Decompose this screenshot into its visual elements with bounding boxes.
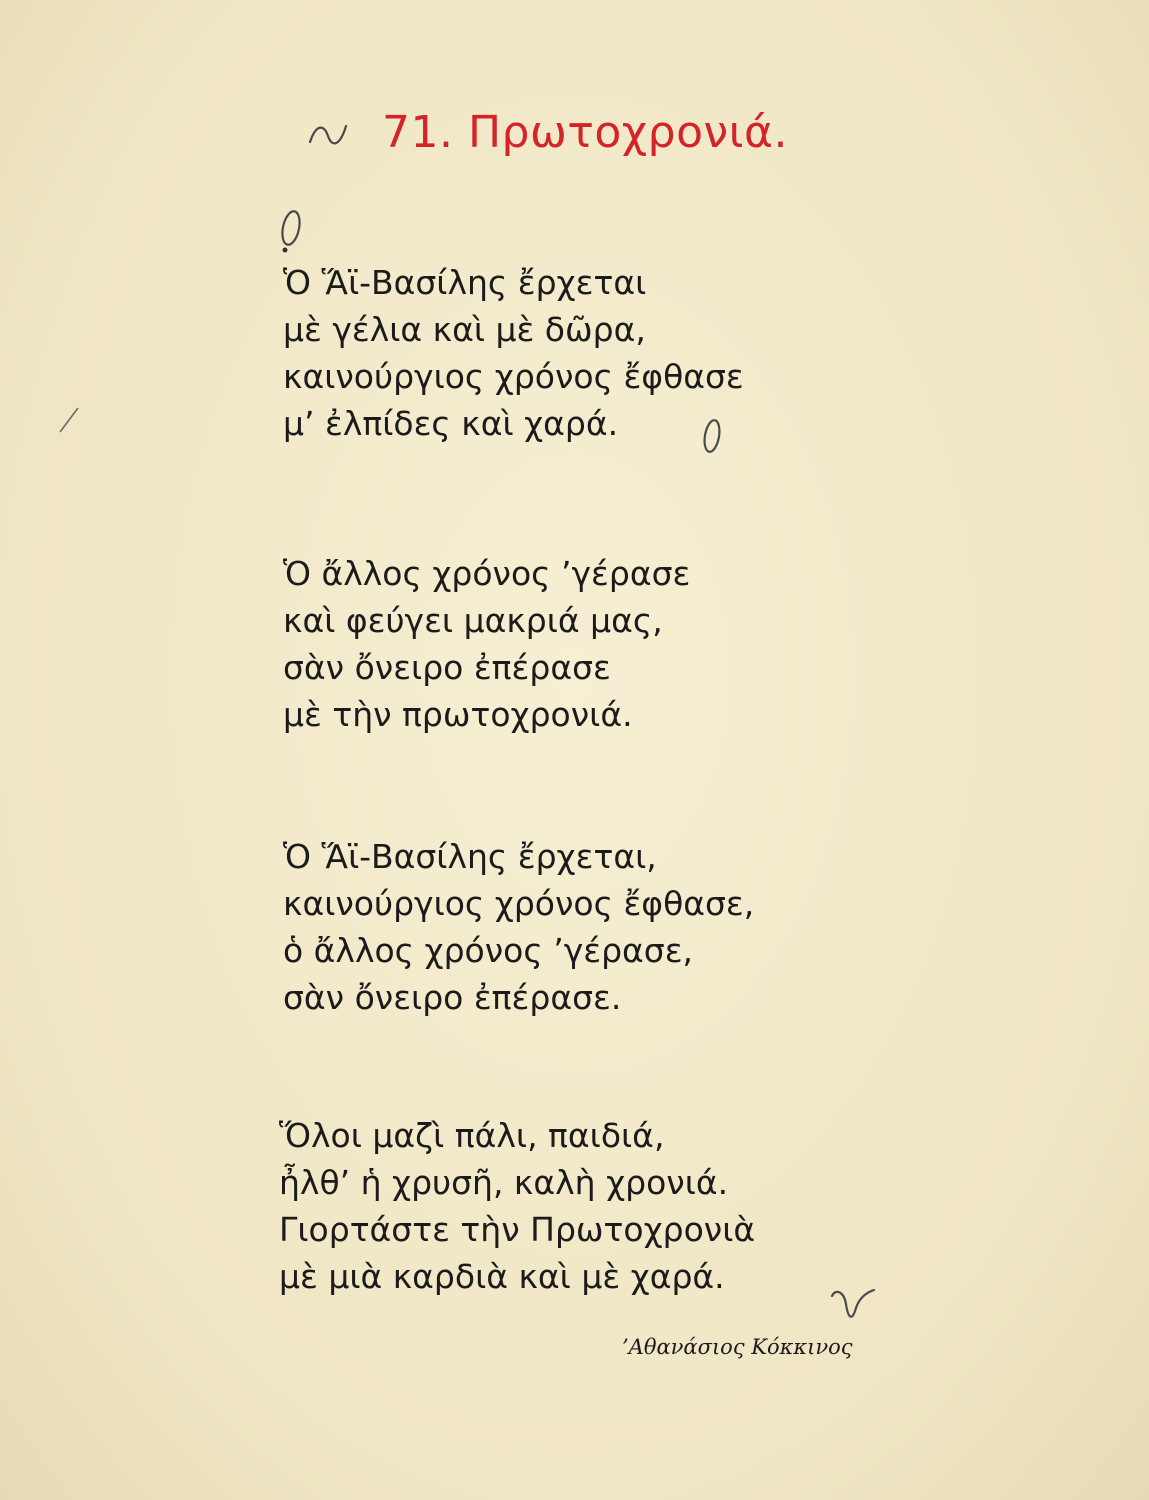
poem-title: 71. Πρωτοχρονιά. <box>382 107 788 158</box>
verse-line: μὲ τὴν πρωτοχρονιά. <box>283 695 633 734</box>
verse-line: Γιορτάστε τὴν Πρωτοχρονιὰ <box>279 1210 756 1249</box>
verse-line: μὲ γέλια καὶ μὲ δῶρα, <box>283 310 646 349</box>
stanza-2 <box>283 550 690 738</box>
poem-author: ’Αθανάσιος Κόκκινος <box>622 1335 853 1359</box>
pencil-mark-margin <box>58 404 82 434</box>
verse-line: σὰν ὄνειρο ἐπέρασε. <box>283 978 622 1017</box>
pencil-mark-end <box>828 1286 878 1326</box>
pencil-mark-zero-1 <box>276 206 306 254</box>
stanza-1 <box>283 259 744 447</box>
stanza-4 <box>279 1112 755 1300</box>
stanza-3 <box>283 833 754 1021</box>
verse-line: σὰν ὄνειρο ἐπέρασε <box>283 648 611 687</box>
verse-line: Ὁ Ἅϊ-Βασίλης ἔρχεται, <box>283 837 657 876</box>
verse-line: καινούργιος χρόνος ἔφθασε, <box>283 884 755 923</box>
pencil-mark-title <box>306 118 350 152</box>
verse-line: μ’ ἐλπίδες καὶ χαρά. <box>283 404 619 443</box>
verse-line: Ὁ Ἅϊ-Βασίλης ἔρχεται <box>283 263 647 302</box>
verse-line: καὶ φεύγει μακριά μας, <box>283 601 663 640</box>
verse-line: μὲ μιὰ καρδιὰ καὶ μὲ χαρά. <box>279 1257 725 1296</box>
verse-line: καινούργιος χρόνος ἔφθασε <box>283 357 744 396</box>
verse-line: ὁ ἄλλος χρόνος ’γέρασε, <box>283 931 694 970</box>
verse-line: ἦλθ’ ἡ χρυσῆ, καλὴ χρονιά. <box>279 1163 729 1202</box>
verse-line: Ὅλοι μαζὶ πάλι, παιδιά, <box>279 1116 665 1155</box>
verse-line: Ὁ ἄλλος χρόνος ’γέρασε <box>283 554 691 593</box>
